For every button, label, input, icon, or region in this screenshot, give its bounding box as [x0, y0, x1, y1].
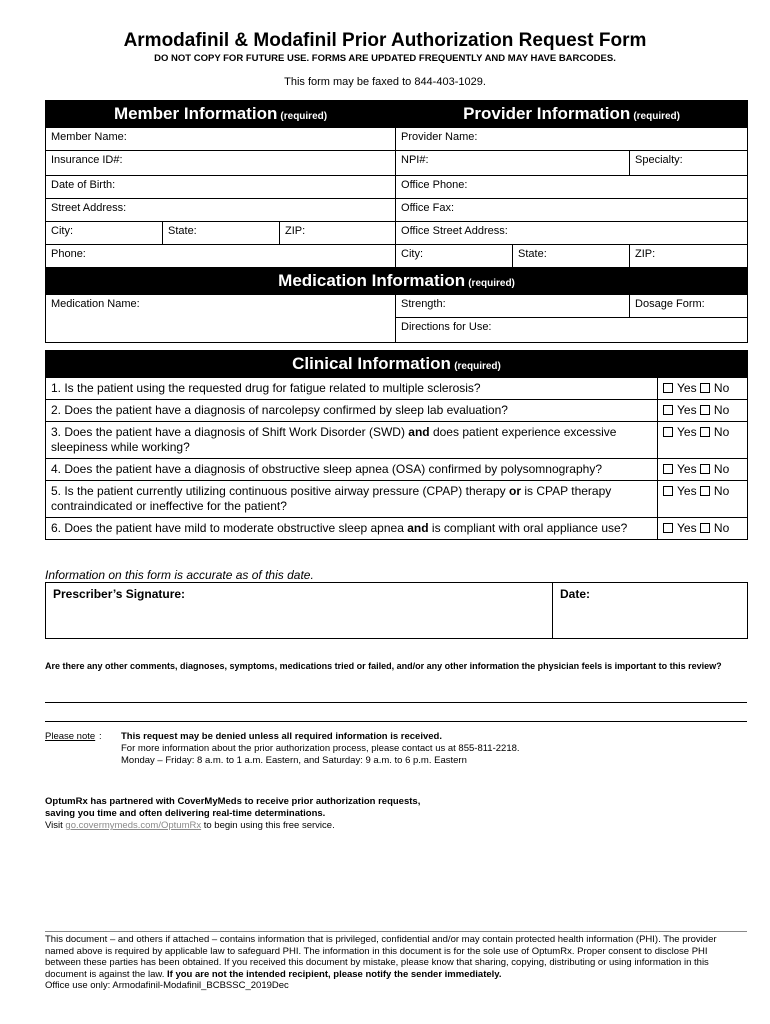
provider-header: Provider Information (required)	[396, 101, 748, 128]
prescriber-signature-field[interactable]: Prescriber’s Signature:	[46, 583, 553, 639]
partner-line-1: OptumRx has partnered with CoverMyMeds to receive prior authorization requests,	[45, 796, 421, 807]
yes-checkbox[interactable]: Yes	[663, 462, 697, 476]
member-name-field[interactable]: Member Name:	[46, 128, 396, 151]
provider-state-field[interactable]: State:	[513, 245, 630, 268]
no-checkbox[interactable]: No	[700, 403, 729, 417]
form-title: Armodafinil & Modafinil Prior Authorization Request Form	[123, 30, 647, 51]
clinical-question-text: 6. Does the patient have mild to moderate obstructive sleep apnea and is compliant with oral appliance use?	[46, 518, 658, 540]
dob-field[interactable]: Date of Birth:	[46, 176, 396, 199]
please-note-contact: For more information about the prior authorization process, please contact us at 855-811-2218.	[121, 743, 520, 754]
office-phone-field[interactable]: Office Phone:	[396, 176, 748, 199]
checkbox-icon	[700, 523, 710, 533]
provider-city-field[interactable]: City:	[396, 245, 513, 268]
clinical-question-row	[46, 481, 748, 518]
clinical-question-text: 5. Is the patient currently utilizing continuous positive airway pressure (CPAP) therapy or is CPAP therapy contraindicated or ineffective for the patient?	[46, 481, 658, 518]
partner-line-2: saving you time and often delivering real-time determinations.	[45, 808, 326, 819]
please-note-colon: :	[99, 731, 102, 742]
form-subtitle: DO NOT COPY FOR FUTURE USE. FORMS ARE UPDATED FREQUENTLY AND MAY HAVE BARCODES.	[154, 53, 616, 64]
fax-line: This form may be faxed to 844-403-1029.	[284, 76, 486, 88]
yes-no-options	[658, 459, 748, 481]
checkbox-icon	[663, 523, 673, 533]
clinical-question-row	[46, 378, 748, 400]
no-checkbox[interactable]: No	[700, 484, 729, 498]
yes-no-options	[658, 378, 748, 400]
yes-no-options	[658, 481, 748, 518]
no-checkbox[interactable]: No	[700, 425, 729, 439]
clinical-question-row	[46, 518, 748, 540]
clinical-question-text: 4. Does the patient have a diagnosis of obstructive sleep apnea (OSA) confirmed by polysomnography?	[46, 459, 658, 481]
signature-date-field[interactable]: Date:	[553, 583, 748, 639]
office-fax-field[interactable]: Office Fax:	[396, 199, 748, 222]
office-street-field[interactable]: Office Street Address:	[396, 222, 748, 245]
checkbox-icon	[663, 427, 673, 437]
please-note-hours: Monday – Friday: 8 a.m. to 1 a.m. Eastern, and Saturday: 9 a.m. to 6 p.m. Eastern	[121, 755, 467, 766]
checkbox-icon	[663, 486, 673, 496]
comments-line-2[interactable]	[45, 721, 747, 722]
please-note-warning: This request may be denied unless all required information is received.	[121, 731, 442, 742]
insurance-id-field[interactable]: Insurance ID#:	[46, 151, 396, 176]
yes-no-options	[658, 518, 748, 540]
checkbox-icon	[700, 427, 710, 437]
directions-field[interactable]: Directions for Use:	[396, 318, 748, 343]
clinical-question-row	[46, 400, 748, 422]
yes-checkbox[interactable]: Yes	[663, 521, 697, 535]
npi-field[interactable]: NPI#:	[396, 151, 630, 176]
checkbox-icon	[700, 405, 710, 415]
provider-name-field[interactable]: Provider Name:	[396, 128, 748, 151]
please-note-label: Please note	[45, 731, 96, 742]
checkbox-icon	[663, 405, 673, 415]
street-address-field[interactable]: Street Address:	[46, 199, 396, 222]
member-phone-field[interactable]: Phone:	[46, 245, 396, 268]
provider-zip-field[interactable]: ZIP:	[630, 245, 748, 268]
no-checkbox[interactable]: No	[700, 462, 729, 476]
clinical-question-row	[46, 422, 748, 459]
checkbox-icon	[663, 383, 673, 393]
checkbox-icon	[700, 464, 710, 474]
yes-no-options	[658, 400, 748, 422]
no-checkbox[interactable]: No	[700, 381, 729, 395]
yes-checkbox[interactable]: Yes	[663, 484, 697, 498]
info-table	[45, 100, 748, 343]
specialty-field[interactable]: Specialty:	[630, 151, 748, 176]
yes-checkbox[interactable]: Yes	[663, 381, 697, 395]
clinical-header: Clinical Information (required)	[46, 351, 748, 378]
dosage-form-field[interactable]: Dosage Form:	[630, 295, 748, 318]
member-state-field[interactable]: State:	[163, 222, 280, 245]
office-use-line: Office use only: Armodafinil-Modafinil_BCBSSC_2019Dec	[45, 980, 289, 991]
no-checkbox[interactable]: No	[700, 521, 729, 535]
yes-checkbox[interactable]: Yes	[663, 425, 697, 439]
checkbox-icon	[700, 383, 710, 393]
clinical-table	[45, 350, 748, 540]
covermymeds-link[interactable]: go.covermymeds.com/OptumRx	[65, 820, 202, 831]
checkbox-icon	[663, 464, 673, 474]
partner-line-3: Visit go.covermymeds.com/OptumRx to begin using this free service.	[45, 820, 335, 831]
clinical-question-text: 1. Is the patient using the requested drug for fatigue related to multiple sclerosis?	[46, 378, 658, 400]
yes-checkbox[interactable]: Yes	[663, 403, 697, 417]
member-header: Member Information (required)	[46, 101, 396, 128]
footer-divider	[45, 931, 747, 932]
clinical-question-text: 2. Does the patient have a diagnosis of narcolepsy confirmed by sleep lab evaluation?	[46, 400, 658, 422]
comments-prompt: Are there any other comments, diagnoses, symptoms, medications tried or failed, and/or any other information the physician feels is important to this review?	[45, 661, 722, 671]
footer-disclaimer: This document – and others if attached – contains information that is privileged, confidential and/or may contain protected health information (PHI). The provider named above is required by applicable law to safeguard PHI. The information in this document is for the sole use of OptumRx. Proper consent to disclose PHI between these parties has been obtained. If you received this document by mistake, please know that sharing, copying, distributing or using information in this document is against the law. If you are not the intended recipient, please notify the sender immediately. Office use only: Armodafinil-Modafinil_BCBSSC_2019Dec	[45, 934, 717, 991]
strength-field[interactable]: Strength:	[396, 295, 630, 318]
accuracy-note: Information on this form is accurate as of this date.	[45, 568, 314, 582]
member-zip-field[interactable]: ZIP:	[280, 222, 396, 245]
signature-table	[45, 582, 748, 639]
medication-header: Medication Information (required)	[46, 268, 748, 295]
comments-line-1[interactable]	[45, 702, 747, 703]
clinical-question-row	[46, 459, 748, 481]
medication-name-field[interactable]: Medication Name:	[46, 295, 396, 343]
member-city-field[interactable]: City:	[46, 222, 163, 245]
yes-no-options	[658, 422, 748, 459]
checkbox-icon	[700, 486, 710, 496]
clinical-question-text: 3. Does the patient have a diagnosis of Shift Work Disorder (SWD) and does patient experience excessive sleepiness while working?	[46, 422, 658, 459]
